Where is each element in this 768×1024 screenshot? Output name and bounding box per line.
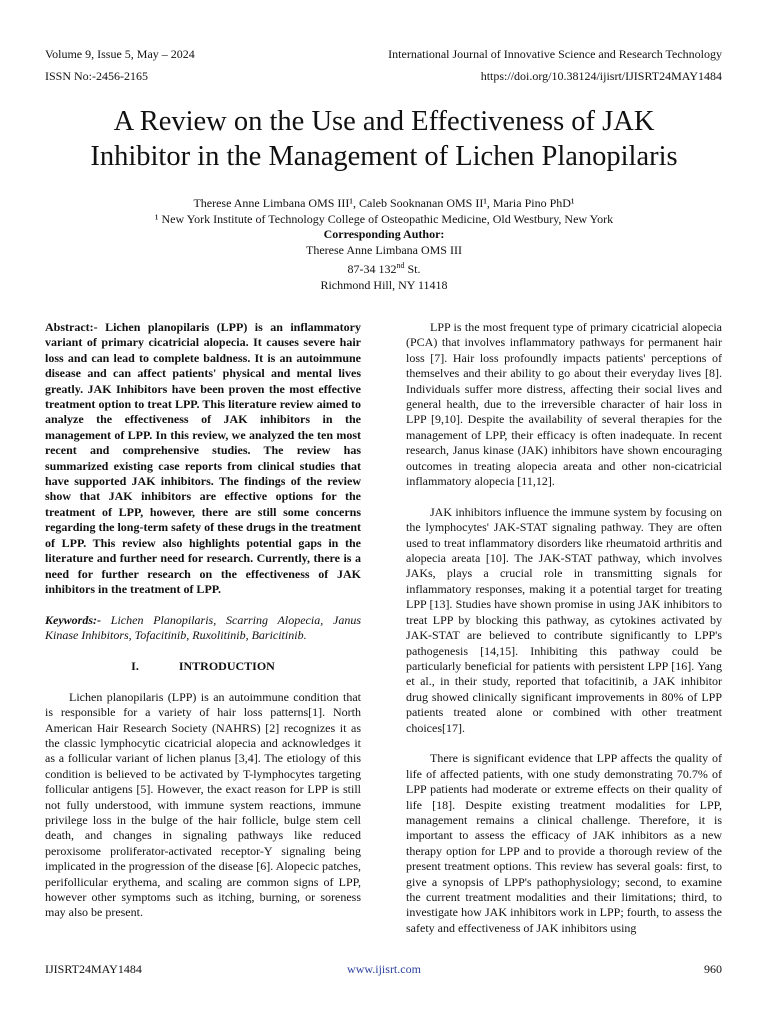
- body-paragraph-2: JAK inhibitors influence the immune system by focusing on the lymphocytes' JAK-STAT signaling pathway. They are often used to treat inflammatory disorders like rheumatoid arthritis and alopecia areata [10]. The JAK-STAT pathway, which involves JAKs, plays a crucial role in transmitting signals for inflammatory responses, making it a potential target for treating LPP [13]. Studies have shown promise in using JAK inhibitors to treat LPP by blocking this pathway, as cytokines activated by JAK-STAT are believed to contribute significantly to LPP's pathogenesis [14,15]. Inhibiting this pathway could be particularly beneficial for patients with persistent LPP [16]. Yang et al., in their study, reported that tofacitinib, a JAK inhibitor drug showed clinically significant improvements in 80% of LPP patients treated alone or combined with other treatment choices[17].: [406, 504, 722, 735]
- keywords-label: Keywords:-: [45, 612, 101, 627]
- footer-paper-id: IJISRT24MAY1484: [45, 962, 142, 976]
- body-paragraph-3: There is significant evidence that LPP affects the quality of life of affected patients, with one study demonstrating 70.7% of LPP patients had moderate or extreme effects on their quality of life [18]. Despite existing treatment modalities for LPP, management remains a clinical challenge. Therefore, it is important to assess the efficacy of JAK inhibitors as a new therapy option for LPP and to provide a thorough review of the present treatment options. This review has several goals: first, to give a synopsis of LPP's pathophysiology; second, to examine the current treatment modalities and their limitations; third, to investigate how JAK inhibitors work in LPP; fourth, to assess the safety and effectiveness of JAK inhibitors using: [406, 751, 722, 935]
- address-number: 87-34 132: [347, 262, 397, 276]
- abstract: Abstract:- Lichen planopilaris (LPP) is an inflammatory variant of primary cicatricial alopecia. It causes severe hair loss and can lead to complete baldness. It is an autoimmune disease and can affect patients' physical and mental lives greatly. JAK Inhibitors have been proven the most effective treatment option to treat LPP. This literature review aimed to analyze the effectiveness of JAK inhibitors in the management of LPP. In this review, we analyzed the ten most recent and comprehensive studies. The review has summarized existing case reports from clinical studies that have supported JAK inhibitors. The findings of the review show that JAK inhibitors are effective options for the treatment of LPP, however, there are still some concerns regarding the long-term safety of these drugs in the treatment of LPP. This review also highlights potential gaps in the literature and further need for research. Currently, there is a need for further research on the effectiveness of JAK inhibitors in the treatment of LPP.: [45, 320, 361, 596]
- author-block: [40, 196, 728, 293]
- footer-page-number: 960: [704, 962, 722, 976]
- section-number: I.: [131, 658, 139, 673]
- title-line-1: A Review on the Use and Effectiveness of JAK: [113, 106, 655, 137]
- right-column: [406, 320, 722, 936]
- left-column: [45, 320, 361, 921]
- body-paragraph-1: LPP is the most frequent type of primary cicatricial alopecia (PCA) that involves inflammatory pathways for permanent hair loss [7]. Hair loss profoundly impacts patients' perceptions of themselves and their ability to go about their everyday lives [8]. Individuals suffer more distress, affecting their social lives and general health, due to the irreversible character of hair loss in LPP [9,10]. Despite the availability of several therapies for the management of LPP, their efficacy is often inadequate. In recent research, Janus kinase (JAK) inhibitors have shown encouraging outcomes in treating alopecia areata and other non-cicatricial inflammatory alopecia [11,12].: [406, 320, 722, 489]
- corresponding-city: Richmond Hill, NY 11418: [320, 277, 448, 292]
- author-affiliation: ¹ New York Institute of Technology College of Osteopathic Medicine, Old Westbury, New York: [154, 211, 614, 226]
- paper-title: [40, 104, 728, 174]
- keywords-list: Lichen Planopilaris, Scarring Alopecia, Janus Kinase Inhibitors, Tofacitinib, Ruxolitinib, Baricitinib.: [45, 612, 361, 643]
- title-line-2: Inhibitor in the Management of Lichen Planopilaris: [90, 141, 678, 172]
- address-ordinal: nd: [396, 261, 405, 270]
- doi-link[interactable]: https://doi.org/10.38124/ijisrt/IJISRT24MAY1484: [480, 69, 722, 83]
- journal-volume: Volume 9, Issue 5, May – 2024: [45, 47, 195, 61]
- section-heading: [45, 659, 361, 674]
- keywords: [45, 613, 361, 644]
- corresponding-name: Therese Anne Limbana OMS III: [306, 242, 462, 257]
- section-title: INTRODUCTION: [178, 658, 275, 673]
- footer-site-link[interactable]: www.ijisrt.com: [347, 962, 421, 976]
- address-street: St.: [404, 262, 421, 276]
- intro-paragraph-1: Lichen planopilaris (LPP) is an autoimmune condition that is responsible for a variety of hair loss patterns[1]. North American Hair Research Society (NAHRS) [2] recognizes it as the classic lymphocytic cicatricial alopecia and acknowledges it as a follicular variant of lichen planus [3,4]. The etiology of this condition is believed to be activated by T-lymphocytes targeting follicular antigens [5]. However, the exact reason for LPP is still not fully understood, with immune system reactions, immune privilege loss in the bulge of the hair follicle, bulge stem cell death, and changes in signaling pathways like reduced peroxisome proliferator-activated receptor-Υ signaling being implicated in the progression of the disease [6]. Alopecic patches, perifollicular erythema, and scaling are common signs of LPP, however other symptoms such as itching, burning, or soreness may also be present.: [45, 689, 361, 920]
- author-names: Therese Anne Limbana OMS III¹, Caleb Sooknanan OMS II¹, Maria Pino PhD¹: [193, 196, 575, 210]
- journal-issn: ISSN No:-2456-2165: [45, 69, 149, 83]
- corresponding-label: Corresponding Author:: [323, 227, 445, 241]
- journal-name: International Journal of Innovative Science and Research Technology: [388, 47, 722, 61]
- corresponding-address: [40, 258, 728, 278]
